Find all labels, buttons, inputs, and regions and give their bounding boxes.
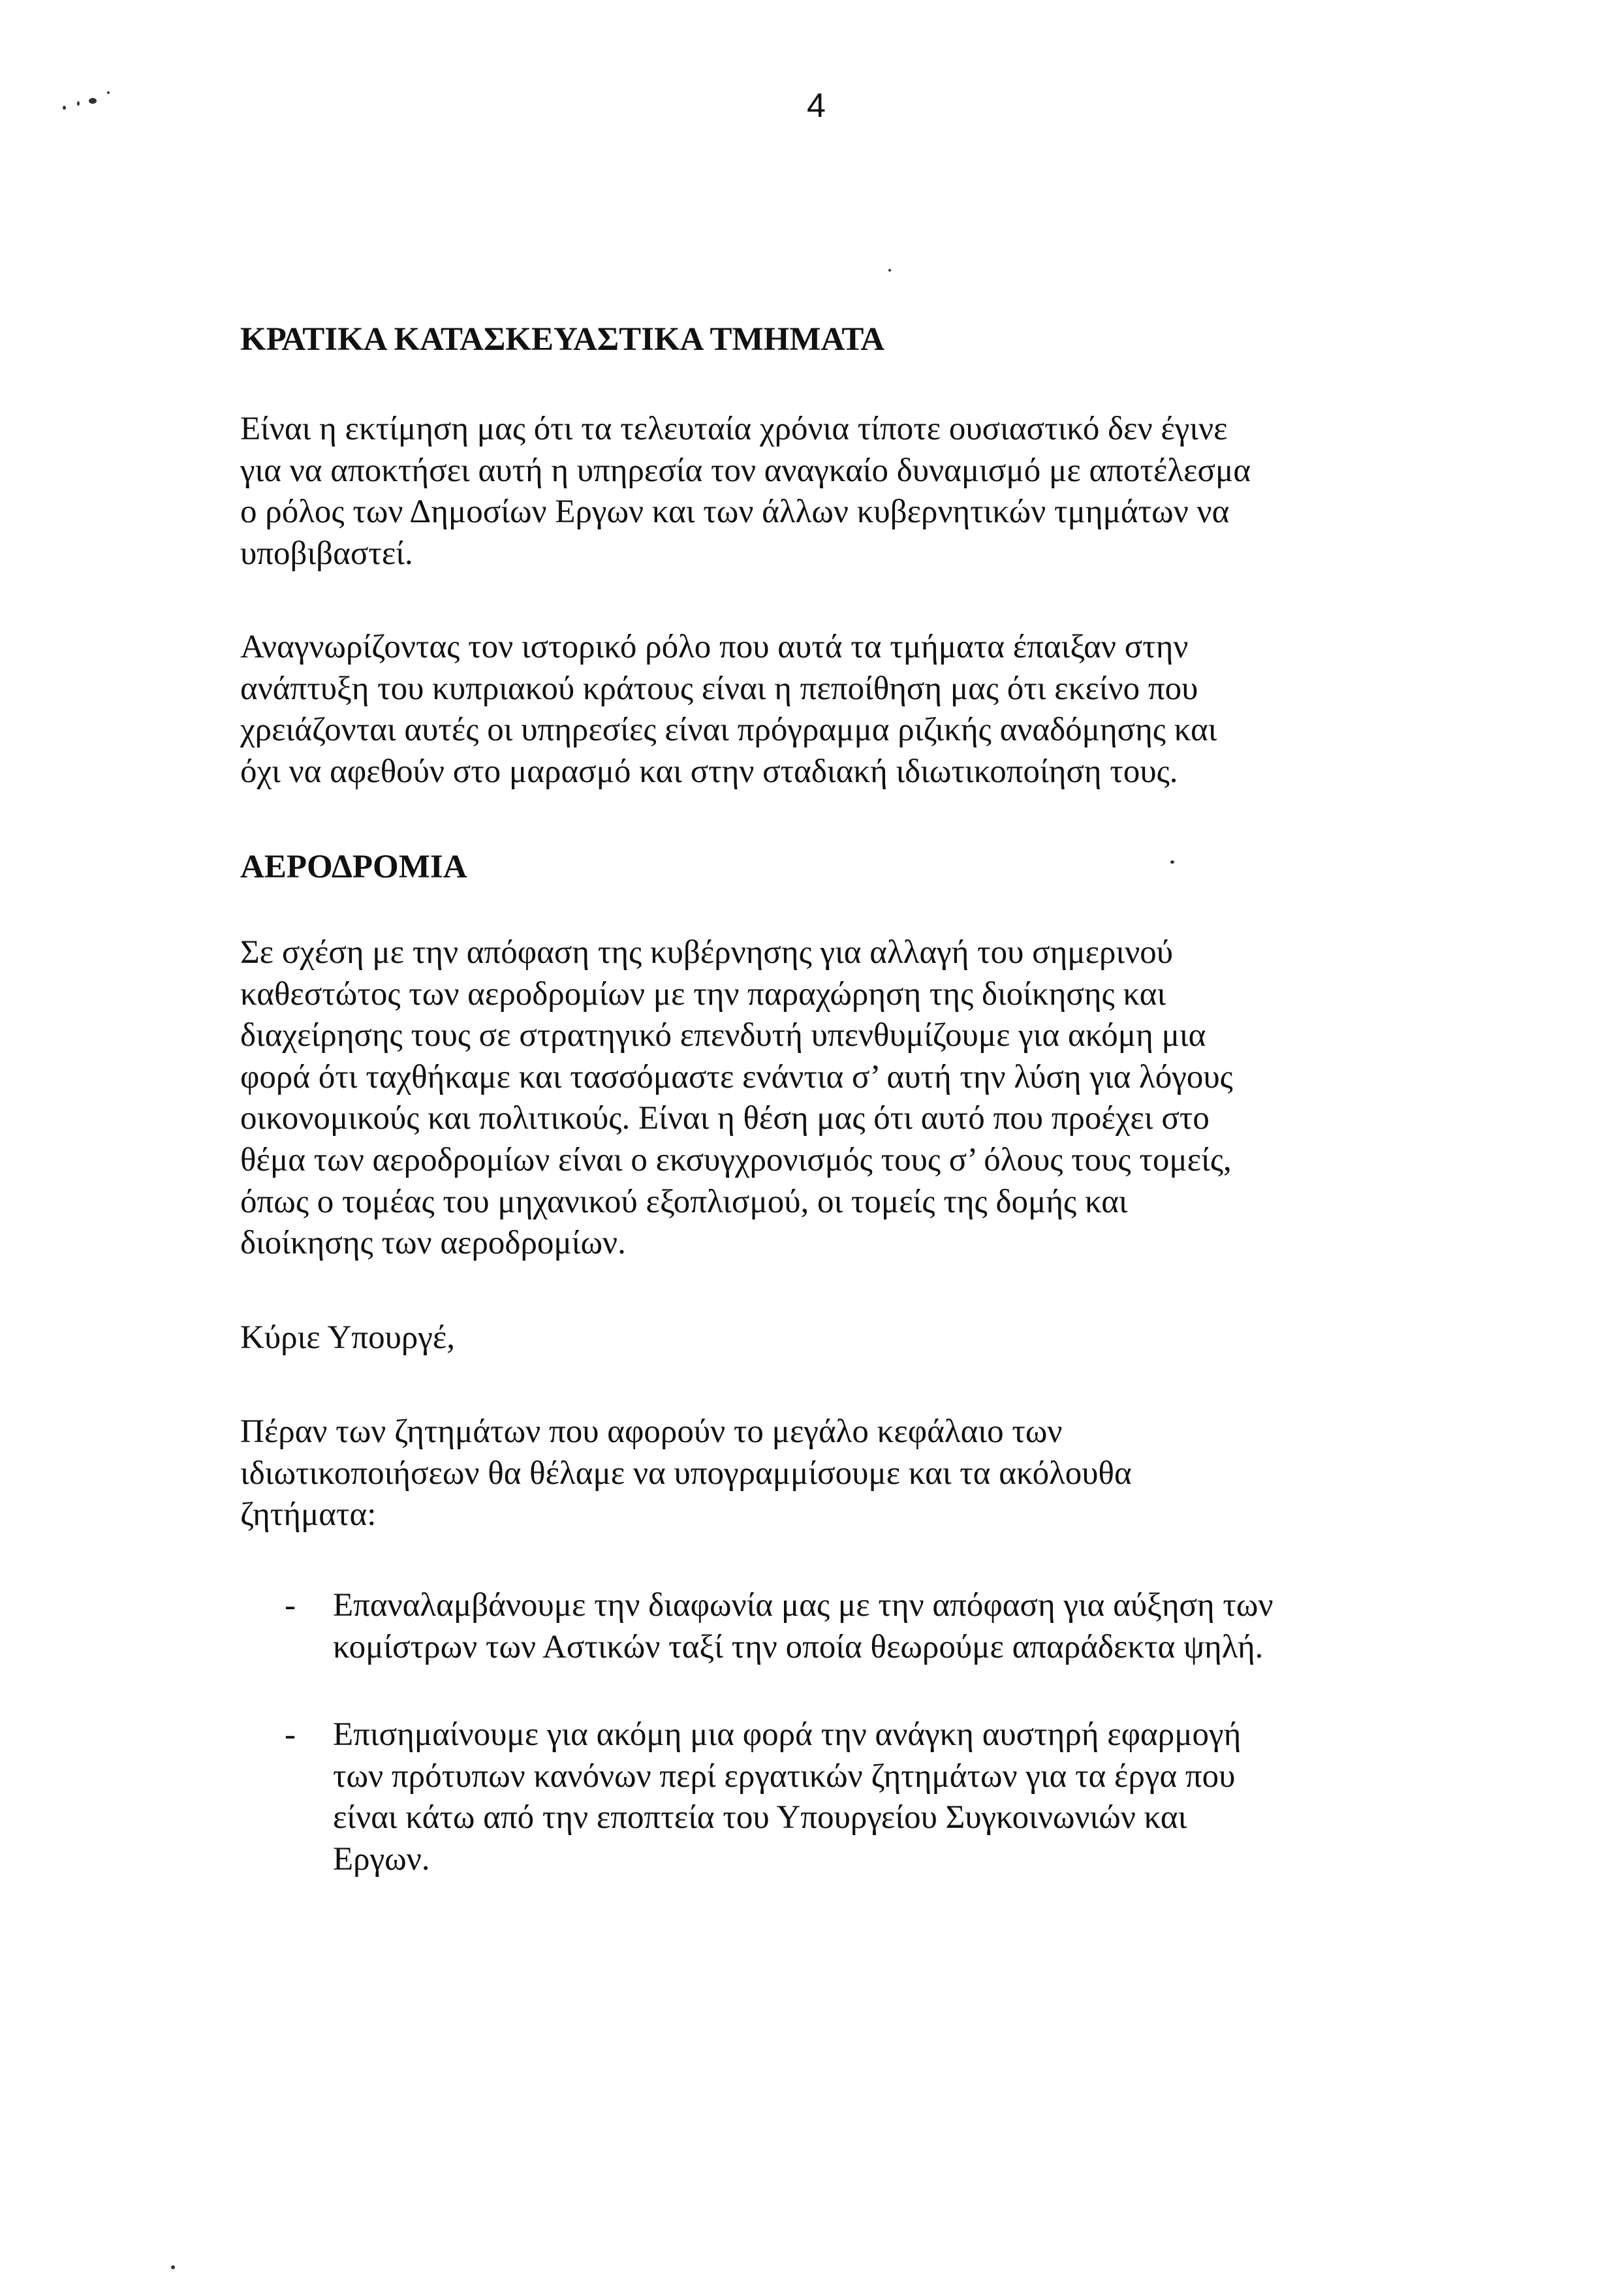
page-number: 4 (807, 87, 826, 125)
text-line: διοίκησης των αεροδρομίων. (240, 1225, 626, 1262)
text-line: ανάπτυξη του κυπριακού κράτους είναι η πεποίθηση μας ότι εκείνο που (240, 670, 1198, 707)
text-line: υποβιβαστεί. (240, 535, 413, 572)
scan-speck (888, 269, 891, 272)
text-line: διαχείρησης τους σε στρατηγικό επενδυτή υπενθυμίζουμε για ακόμη μια (240, 1017, 1206, 1054)
text-line: Επισημαίνουμε για ακόμη μια φορά την ανάγκη αυστηρή εφαρμογή (333, 1716, 1242, 1753)
text-line: Εργων. (333, 1840, 430, 1878)
scan-speck (77, 101, 80, 106)
bullet-dash: - (285, 1716, 296, 1753)
text-line: ιδιωτικοποιήσεων θα θέλαμε να υπογραμμίσουμε και τα ακόλουθα (240, 1455, 1132, 1492)
text-line: χρειάζονται αυτές οι υπηρεσίες είναι πρόγραμμα ριζικής αναδόμησης και (240, 712, 1217, 749)
text-line: των πρότυπων κανόνων περί εργατικών ζητημάτων για τα έργα που (333, 1757, 1236, 1795)
scan-speck (171, 2265, 175, 2269)
text-line: ο ρόλος των Δημοσίων Εργων και των άλλων κυβερνητικών τμημάτων να (240, 494, 1230, 531)
text-line: Είναι η εκτίμηση μας ότι τα τελευταία χρόνια τίποτε ουσιαστικό δεν έγινε (240, 411, 1228, 447)
scan-speck (1170, 860, 1174, 864)
text-line: Σε σχέση με την απόφαση της κυβέρνησης για αλλαγή του σημερινού (240, 934, 1174, 971)
paragraph-aerodromia-1 (240, 932, 1415, 1265)
text-line: φορά ότι ταχθήκαμε και τασσόμαστε ενάντια σ’ αυτή την λύση για λόγους (240, 1058, 1233, 1095)
text-line: θέμα των αεροδρομίων είναι ο εκσυγχρονισμός τους σ’ όλους τους τομείς, (240, 1141, 1232, 1178)
bullet-dash: - (285, 1587, 296, 1624)
scan-speck (63, 106, 66, 110)
text-line: Πέραν των ζητημάτων που αφορούν το μεγάλο κεφάλαιο των (240, 1413, 1063, 1450)
text-line: Αναγνωρίζοντας τον ιστορικό ρόλο που αυτά τα τμήματα έπαιξαν στην (240, 629, 1189, 665)
scan-speck (89, 98, 97, 104)
text-line: όπως ο τομέας του μηχανικού εξοπλισμού, οι τομείς της δομής και (240, 1183, 1128, 1220)
salutation (240, 1317, 1415, 1359)
text-line: για να αποκτήσει αυτή η υπηρεσία τον αναγκαίο δυναμισμό με αποτέλεσμα (240, 452, 1251, 489)
bullet-item-2 (333, 1714, 1443, 1880)
text-line: Επαναλαμβάνουμε την διαφωνία μας με την απόφαση για αύξηση των (333, 1587, 1273, 1624)
bullet-item-1 (333, 1585, 1443, 1668)
scan-speck (107, 91, 110, 94)
text-line: όχι να αφεθούν στο μαρασμό και στην σταδιακή ιδιωτικοποίηση τους. (240, 753, 1178, 790)
section-heading-aerodromia: ΑΕΡΟΔΡΟΜΙΑ (240, 849, 467, 885)
text-line: οικονομικούς και πολιτικούς. Είναι η θέση μας ότι αυτό που προέχει στο (240, 1100, 1210, 1137)
paragraph-kratika-1 (240, 409, 1415, 574)
paragraph-kratika-2 (240, 627, 1415, 793)
text-line: είναι κάτω από την εποπτεία του Υπουργείου Συγκοινωνιών και (333, 1799, 1187, 1836)
text-line: Κύριε Υπουργέ, (240, 1319, 456, 1356)
paragraph-closing-intro (240, 1411, 1415, 1536)
section-heading-kratika: ΚΡΑΤΙΚΑ ΚΑΤΑΣΚΕΥΑΣΤΙΚΑ ΤΜΗΜΑΤΑ (240, 321, 885, 358)
text-line: καθεστώτος των αεροδρομίων με την παραχώρηση της διοίκησης και (240, 975, 1166, 1013)
text-line: κομίστρων των Αστικών ταξί την οποία θεωρούμε απαράδεκτα ψηλή. (333, 1628, 1264, 1665)
text-line: ζητήματα: (240, 1496, 377, 1533)
